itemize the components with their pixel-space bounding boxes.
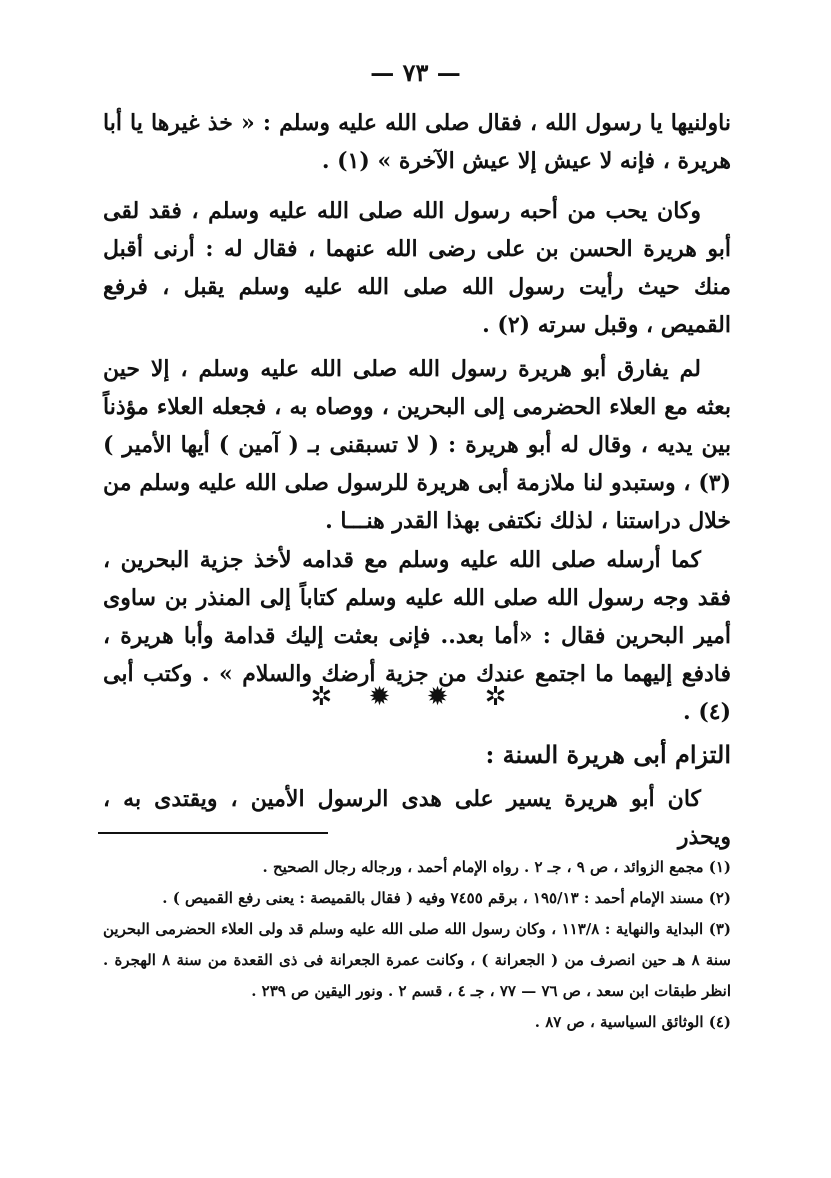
paragraph-text: كما أرسله صلى الله عليه وسلم مع قدامه لأخذ جزية البحرين ، فقد وجه رسول الله صلى الله عليه وسلم كتاباً إلى المنذر بن ساوى أمير البحرين فقال : «أما بعد.. فإنى بعثت إليك قدامة وأبا هريرة ، فادفع إليهما ما اجتمع عندك من جزية أرضك والسلام » . وكتب أبى (٤) . — [103, 547, 731, 725]
footnotes — [103, 852, 731, 1038]
section-heading: التزام أبى هريرة السنة : — [485, 740, 731, 769]
paragraph-text: كان أبو هريرة يسير على هدى الرسول الأمين ، ويقتدى به ، ويحذر — [103, 786, 731, 850]
footnote-1: (١) مجمع الزوائد ، ص ٩ ، جـ ٢ . رواه الإمام أحمد ، ورجاله رجال الصحيح . — [262, 858, 731, 876]
paragraph-3 — [103, 350, 731, 540]
section-paragraph — [103, 780, 731, 856]
paragraph-text: لم يفارق أبو هريرة رسول الله صلى الله عليه وسلم ، إلا حين بعثه مع العلاء الحضرمى إلى البحرين ، ووصاه به ، فجعله العلاء مؤذناً بين يديه ، وقال له أبو هريرة : ( لا تسبقنى بـ ( آمين ) أيها الأمير ) (٣) ، وستبدو لنا ملازمة أبى هريرة للرسول صلى الله عليه وسلم من خلال دراستنا ، لذلك نكتفى بهذا القدر هنـــا . — [103, 356, 731, 534]
footnote-4: (٤) الوثائق السياسية ، ص ٨٧ . — [534, 1013, 731, 1031]
footnote-3: (٣) البداية والنهاية : ١١٣/٨ ، وكان رسول الله صلى الله عليه وسلم قد ولى العلاء الحضرمى البحرين سنة ٨ هـ حين انصرف من ( الجعرانة ) ، وكانت عمرة الجعرانة فى ذى القعدة من سنة ٨ الهجرة . انظر طبقات ابن سعد ، ص ٧٦ — ٧٧ ، جـ ٤ ، قسم ٢ . ونور اليقين ص ٢٣٩ . — [103, 920, 731, 1000]
paragraph-1 — [103, 104, 731, 180]
footnote-2: (٢) مسند الإمام أحمد : ١٩٥/١٣ ، برقم ٧٤٥٥ وفيه ( فقال بالقميصة : يعنى رفع القميص ) . — [162, 889, 731, 907]
paragraph-text: ناولنيها يا رسول الله ، فقال صلى الله عليه وسلم : « خذ غيرها يا أبا هريرة ، فإنه لا عيش إلا عيش الآخرة » (١) . — [103, 110, 731, 174]
footnote-divider — [98, 832, 328, 834]
section-separator-stars: ✲ ✹ ✹ ✲ — [310, 682, 521, 712]
paragraph-2 — [103, 192, 731, 344]
paragraph-text: وكان يحب من أحبه رسول الله صلى الله عليه وسلم ، فقد لقى أبو هريرة الحسن بن على رضى الله عنهما ، فقال له : أرنى أقبل منك حيث رأيت رسول الله صلى الله عليه وسلم يقبل ، فرفع القميص ، وقبل سرته (٢) . — [103, 198, 731, 338]
page-number: — ٧٣ — — [370, 58, 461, 87]
